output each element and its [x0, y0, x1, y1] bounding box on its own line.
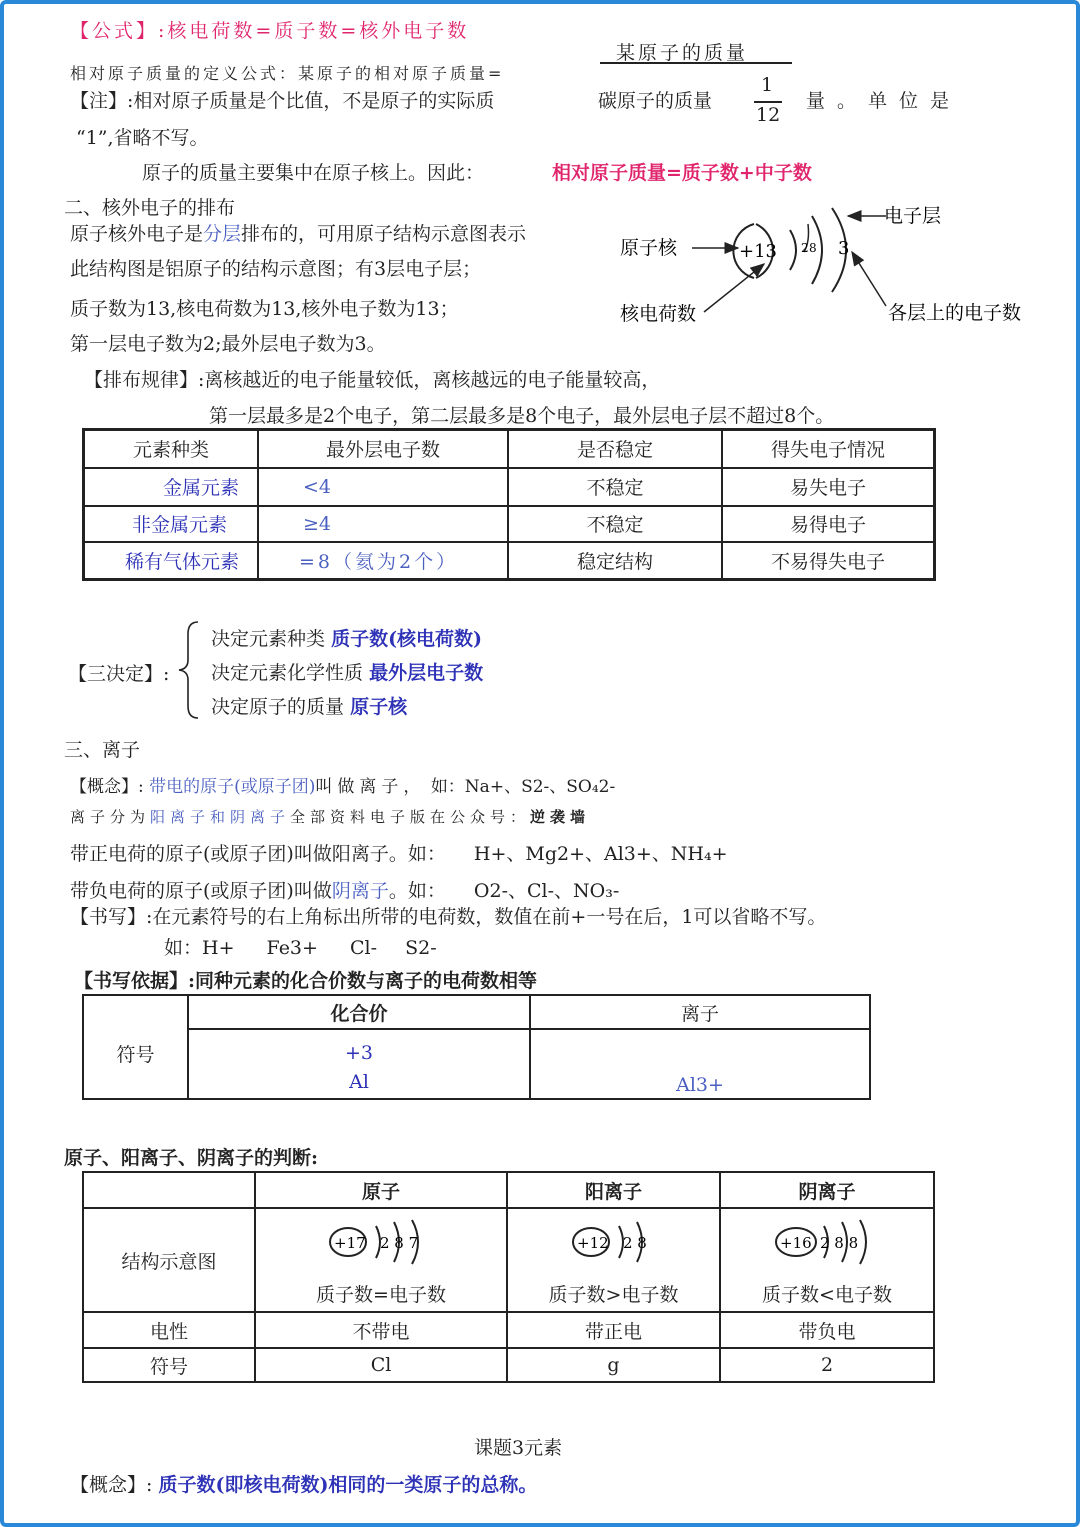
writing-basis: 【书写依据】:同种元素的化合价数与离子的电荷数相等	[74, 970, 538, 992]
table3-row-label: 符号	[83, 1348, 255, 1382]
section2-line2: 此结构图是铝原子的结构示意图；有3层电子层；	[70, 258, 482, 280]
table1-cell: 不稳定	[508, 468, 722, 506]
line1-a: 原子核外电子是	[70, 223, 204, 245]
anion-shells: 2 8 8	[820, 1233, 859, 1252]
anion-text-b: 阴离子	[331, 880, 389, 902]
table3-header-row	[83, 1172, 934, 1208]
write-ex-2: Fe3+	[266, 937, 318, 959]
anion-line	[70, 876, 619, 903]
table3-header: 原子	[255, 1172, 507, 1208]
ion-concept-c: 如：Na+、S2-、SO₄2-	[430, 777, 616, 797]
ion-classes-b: 阳离子和阴离子	[150, 808, 291, 826]
fraction-one: 1	[761, 74, 774, 96]
cation-line	[70, 839, 728, 866]
atom-nucleus: +17	[334, 1233, 366, 1252]
ion-concept-b: 叫做离子，	[315, 777, 426, 797]
table3-cell: 带负电	[720, 1312, 934, 1348]
table-row	[83, 1348, 934, 1382]
shell2-electrons: 8	[809, 241, 817, 255]
table1-cell: 稀有气体元素	[84, 542, 259, 580]
det2-value: 最外层电子数	[369, 662, 484, 684]
table1-cell: 不易得失电子	[722, 542, 935, 580]
ion-classes-a: 离子分为	[70, 808, 151, 826]
shell-label: 电子层	[884, 205, 942, 227]
lesson-title: 课题3元素	[474, 1437, 563, 1459]
table2-header-valence: 化合价	[188, 995, 530, 1029]
fraction-twelve: 12	[756, 104, 781, 126]
formula-line	[70, 16, 469, 43]
section2-line1	[70, 219, 526, 246]
atom-ion-judge-table	[82, 1171, 935, 1383]
section2-line3: 质子数为13,核电荷数为13,核外电子数为13；	[70, 298, 459, 320]
rule-line2: 第一层最多是2个电子，第二层最多是8个电子，最外层电子层不超过8个。	[209, 405, 835, 427]
ion-classes-line	[70, 806, 590, 827]
table2-row-label: 符号	[83, 995, 188, 1099]
fraction-bar	[600, 62, 792, 64]
table3-cell: Cl	[255, 1348, 507, 1382]
table3-cell: g	[507, 1348, 720, 1382]
cation-text: 带正电荷的原子(或原子团)叫做阳离子。如：	[70, 843, 446, 865]
mass-formula: 相对原子质量=质子数+中子数	[552, 162, 812, 184]
table1-cell: ≥4	[258, 506, 508, 542]
table3-row-label: 电性	[83, 1312, 255, 1348]
cation-shells: 2 8	[622, 1233, 647, 1252]
section2-line4: 第一层电子数为2;最外层电子数为3。	[70, 333, 386, 355]
formula-label: 【公式】	[70, 20, 159, 42]
cation-examples: H+、Mg2+、Al3+、NH₄+	[473, 843, 728, 865]
atom-shells: 2 8 7	[380, 1233, 419, 1252]
table1-header: 是否稳定	[508, 430, 722, 468]
element-concept-text: 质子数(即核电荷数)相同的一类原子的总称。	[158, 1474, 538, 1496]
formula-text: :核电荷数=质子数=核外电子数	[158, 20, 470, 42]
writing-examples	[164, 933, 437, 960]
shell1-electrons: 2	[801, 241, 809, 255]
nucleus-charge: +13	[739, 241, 777, 262]
cation-diagram-cell	[507, 1208, 720, 1312]
note-line: 【注】:相对原子质量是个比值，不是原子的实际质	[70, 90, 495, 112]
det2-text: 决定元素化学性质	[211, 662, 364, 684]
ion-classes-d: 逆袭墙	[530, 808, 591, 826]
determinant-1	[211, 624, 482, 651]
unit-text: 量。单位是	[806, 90, 962, 112]
charge-label: 核电荷数	[620, 303, 697, 325]
fraction-numerator: 某原子的质量	[616, 42, 749, 64]
write-ex-4: S2-	[405, 937, 437, 959]
atom-diagram-cell	[255, 1208, 507, 1312]
element-concept-label: 【概念】:	[70, 1474, 153, 1496]
shell3-electrons: 3	[838, 238, 850, 259]
per-shell-label: 各层上的电子数	[888, 302, 1022, 324]
shell-1	[790, 230, 796, 270]
table1-cell: 稳定结构	[508, 542, 722, 580]
chlorine-atom-diagram	[326, 1214, 436, 1270]
section3-title: 三、离子	[64, 739, 141, 761]
table-row	[84, 506, 935, 542]
rule-line1: 【排布规律】:离核越近的电子能量较低，离核越远的电子能量较高，	[84, 369, 661, 391]
table-row	[84, 468, 935, 506]
table1-cell: 不稳定	[508, 506, 722, 542]
nucleus-label: 原子核	[620, 237, 678, 259]
det3-text: 决定原子的质量	[211, 696, 345, 718]
table1-header: 元素种类	[84, 430, 259, 468]
judge-title: 原子、阳离子、阴离子的判断:	[64, 1147, 319, 1169]
det3-value: 原子核	[350, 696, 408, 718]
small-fraction-bar	[754, 101, 782, 103]
table1-cell: <4	[258, 468, 508, 506]
note-continued: “1”,省略不写。	[76, 127, 209, 149]
ion-classes-c: 全部资料电子版在公众号：	[290, 808, 531, 826]
three-determinants-label: 【三决定】:	[68, 663, 170, 685]
cation-relation: 质子数>电子数	[548, 1283, 679, 1306]
anion-text-a: 带负电荷的原子(或原子团)叫做	[70, 880, 332, 902]
table-row	[83, 1312, 934, 1348]
line1-b: 分层	[203, 223, 242, 245]
valence-top: +3	[344, 1042, 373, 1064]
table3-cell: 2	[720, 1348, 934, 1382]
table1-header: 最外层电子数	[258, 430, 508, 468]
table-row	[83, 1208, 934, 1312]
valence-bottom: Al	[349, 1071, 369, 1093]
table2-header-ion: 离子	[530, 995, 870, 1029]
atom-relation: 质子数=电子数	[316, 1283, 446, 1306]
table3-header: 阳离子	[507, 1172, 720, 1208]
anion-relation: 质子数<电子数	[762, 1283, 892, 1306]
write-ex-3: Cl-	[350, 937, 378, 959]
table2-ion-cell: Al3+	[530, 1029, 870, 1099]
brace-icon	[176, 620, 202, 720]
ion-concept-label: 【概念】:	[70, 777, 144, 797]
table1-header-row	[84, 430, 935, 468]
determinant-3	[211, 692, 407, 719]
determinant-2	[211, 658, 483, 685]
table1-cell: 易得电子	[722, 506, 935, 542]
anion-nucleus: +16	[780, 1233, 812, 1252]
anion-examples: O2-、Cl-、NO₃-	[473, 880, 620, 902]
table1-cell: 非金属元素	[84, 506, 259, 542]
magnesium-ion-diagram	[569, 1214, 659, 1270]
cation-nucleus: +12	[576, 1233, 609, 1252]
carbon-mass: 碳原子的质量	[598, 90, 713, 112]
det1-text: 决定元素种类	[211, 628, 326, 650]
table1-header: 得失电子情况	[722, 430, 935, 468]
anion-text-c: 。如：	[388, 880, 446, 902]
sulfide-ion-diagram	[772, 1214, 882, 1270]
table3-corner	[83, 1172, 255, 1208]
table-row	[83, 1029, 870, 1099]
ion-concept-line	[70, 772, 615, 797]
table2-header-row	[83, 995, 870, 1029]
table2-valence-cell	[188, 1029, 530, 1099]
valence-ion-table	[82, 994, 871, 1100]
aluminum-structure-diagram	[604, 194, 1044, 334]
table-row	[84, 542, 935, 580]
anion-diagram-cell	[720, 1208, 934, 1312]
table3-header: 阴离子	[720, 1172, 934, 1208]
table1-cell: 金属元素	[84, 468, 259, 506]
mass-main: 原子的质量主要集中在原子核上。因此：	[142, 162, 485, 184]
writing-rule: 【书写】:在元素符号的右上角标出所带的电荷数，数值在前+一号在后，1可以省略不写。	[70, 906, 827, 928]
relmass-definition: 相对原子质量的定义公式：某原子的相对原子质量=	[70, 64, 505, 83]
table1-cell: =8（氦为2个）	[258, 542, 508, 580]
det1-value: 质子数(核电荷数)	[331, 628, 483, 650]
table3-cell: 带正电	[507, 1312, 720, 1348]
element-concept-line	[70, 1470, 537, 1497]
section2-title: 二、核外电子的排布	[64, 197, 236, 219]
ion-concept-a: 带电的原子(或原子团)	[149, 777, 316, 797]
write-ex-1: 如：H+	[164, 937, 235, 959]
element-type-table	[82, 428, 936, 581]
table3-row-label: 结构示意图	[83, 1208, 255, 1312]
line1-c: 排布的，可用原子结构示意图表示	[241, 223, 527, 245]
table1-cell: 易失电子	[722, 468, 935, 506]
table3-cell: 不带电	[255, 1312, 507, 1348]
